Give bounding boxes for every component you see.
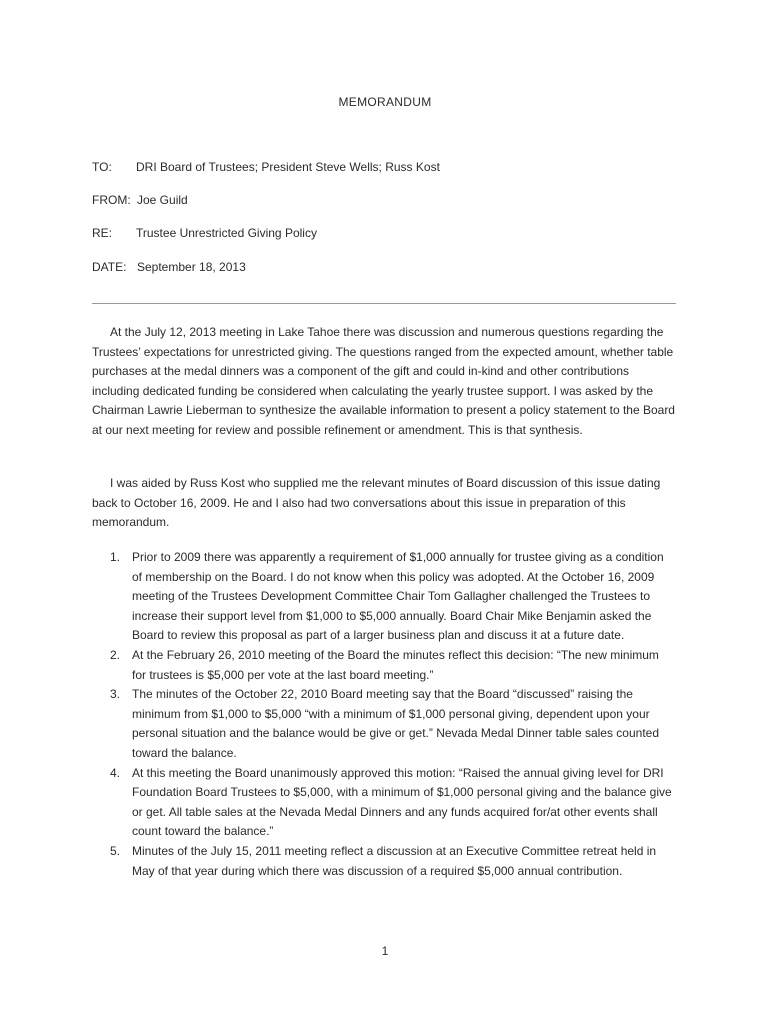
list-item-number: 5. xyxy=(110,843,121,858)
body-paragraph: At the July 12, 2013 meeting in Lake Tahoe there was discussion and numerous questions regarding the Trustees’ expectations for unrestricted giving. The questions ranged from the expected amount, whether table purchases at the medal dinners was a component of the gift and could in-kind and other contributions including dedicated funding be considered when calculating the yearly trustee support. I was asked by the Chairman Lawrie Lieberman to synthesize the available information to present a policy statement to the Board at our next meeting for review and possible refinement or amendment. This is that synthesis. xyxy=(92,325,675,437)
to-label: TO: xyxy=(92,160,112,174)
from-value: Joe Guild xyxy=(137,193,188,207)
list-item xyxy=(92,548,676,646)
to-value: DRI Board of Trustees; President Steve Wells; Russ Kost xyxy=(136,160,440,174)
numbered-list xyxy=(92,548,676,881)
re-value: Trustee Unrestricted Giving Policy xyxy=(136,226,317,240)
memo-to-row xyxy=(92,160,440,174)
list-item-number: 2. xyxy=(110,647,121,662)
list-item-text: The minutes of the October 22, 2010 Board meeting say that the Board “discussed” raising the minimum from $1,000 to $5,000 “with a minimum of $1,000 personal giving, dependent upon your personal situation and the balance would be give or get.” Nevada Medal Dinner table sales counted toward the balance. xyxy=(132,687,660,760)
list-item xyxy=(92,842,676,881)
body-paragraph: I was aided by Russ Kost who supplied me the relevant minutes of Board discussion of this issue dating back to October 16, 2009. He and I also had two conversations about this issue in preparation of this memorandum. xyxy=(92,476,661,530)
memo-date-row xyxy=(92,260,246,274)
re-label: RE: xyxy=(92,226,113,240)
list-item xyxy=(92,764,676,842)
list-item-number: 3. xyxy=(110,687,121,702)
header-divider xyxy=(92,303,676,304)
page-number: 1 xyxy=(381,944,389,958)
memo-title: MEMORANDUM xyxy=(338,95,432,109)
from-label: FROM: xyxy=(92,193,131,207)
memo-re-row xyxy=(92,226,317,240)
memo-from-row xyxy=(92,193,188,207)
list-item-text: Minutes of the July 15, 2011 meeting reflect a discussion at an Executive Committee retreat held in May of that year during which there was discussion of a required $5,000 annual contribution. xyxy=(132,843,657,878)
list-item-text: At this meeting the Board unanimously approved this motion: “Raised the annual giving level for DRI Foundation Board Trustees to $5,000, with a minimum of $1,000 personal giving and the balance give or get. All table sales at the Nevada Medal Dinners and any funds acquired for/at other events shall count toward the balance.” xyxy=(132,765,672,839)
date-label: DATE: xyxy=(92,260,127,274)
list-item-text: Prior to 2009 there was apparently a requirement of $1,000 annually for trustee giving as a condition of membership on the Board. I do not know when this policy was adopted. At the October 16, 2009 meeting of the Trustees Development Committee Chair Tom Gallagher challenged the Trustees to increase their support level from $1,000 to $5,000 annually. Board Chair Mike Benjamin asked the Board to review this proposal as part of a larger business plan and discuss it at a future date. xyxy=(132,550,664,643)
list-item-text: At the February 26, 2010 meeting of the Board the minutes reflect this decision: “The new minimum for trustees is $5,000 per vote at the last board meeting.” xyxy=(132,647,659,682)
list-item xyxy=(92,685,676,763)
date-value: September 18, 2013 xyxy=(137,260,246,274)
list-item-number: 4. xyxy=(110,765,121,780)
list-item-number: 1. xyxy=(110,550,121,564)
list-item xyxy=(92,646,676,685)
